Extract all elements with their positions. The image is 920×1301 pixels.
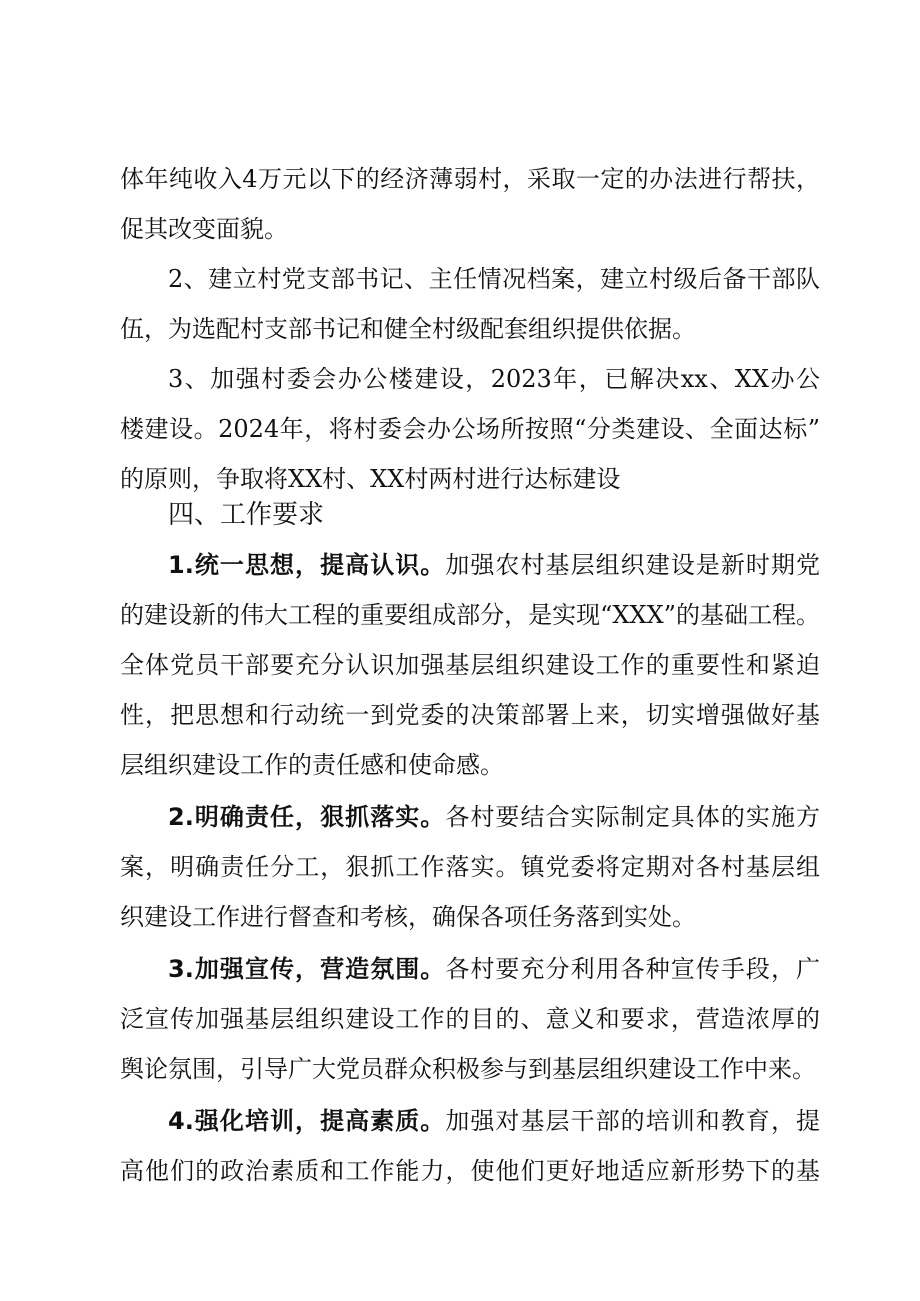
requirement-title: 2.明确责任，狠抓落实。 [168, 803, 446, 831]
paragraph-line: 的原则，争取将XX村、XX村两村进行达标建设 [120, 465, 621, 493]
paragraph-line [168, 1104, 820, 1138]
paragraph-line: 织建设工作进行督查和考核，确保各项任务落到实处。 [120, 903, 696, 931]
paragraph-line: 全体党员干部要充分认识加强基层组织建设工作的重要性和紧迫 [120, 651, 820, 679]
paragraph-line: 性，把思想和行动统一到党委的决策部署上来，切实增强做好基 [120, 701, 820, 729]
paragraph-line: 2、建立村党支部书记、主任情况档案，建立村级后备干部队 [168, 265, 820, 293]
paragraph-line: 伍，为选配村支部书记和健全村级配套组织提供依据。 [120, 315, 696, 343]
paragraph-text: 各村要充分利用各种宣传手段，广 [445, 955, 820, 983]
requirement-title: 3.加强宣传，营造氛围。 [168, 955, 446, 983]
paragraph-line: 促其改变面貌。 [120, 215, 288, 243]
requirement-title: 4.强化培训，提高素质。 [168, 1107, 446, 1135]
section-heading: 四、工作要求 [168, 500, 325, 530]
paragraph-line [168, 548, 820, 582]
paragraph-text: 各村要结合实际制定具体的实施方 [445, 803, 820, 831]
paragraph-line: 体年纯收入4万元以下的经济薄弱村，采取一定的办法进行帮扶， [120, 165, 820, 193]
paragraph-line [168, 952, 820, 986]
requirement-title: 1.统一思想，提高认识。 [168, 551, 446, 579]
paragraph-line: 高他们的政治素质和工作能力，使他们更好地适应新形势下的基 [120, 1157, 820, 1185]
paragraph-line: 3、加强村委会办公楼建设，2023年，已解决xx、XX办公 [168, 365, 820, 393]
paragraph-line: 的建设新的伟大工程的重要组成部分，是实现“XXX”的基础工程。 [120, 601, 820, 629]
paragraph-line: 案，明确责任分工，狠抓工作落实。镇党委将定期对各村基层组 [120, 853, 820, 881]
paragraph-line: 层组织建设工作的责任感和使命感。 [120, 751, 504, 779]
paragraph-text: 加强对基层干部的培训和教育，提 [445, 1107, 820, 1135]
paragraph-line [168, 800, 820, 834]
paragraph-line: 楼建设。2024年，将村委会办公场所按照“分类建设、全面达标” [120, 415, 820, 443]
paragraph-line: 泛宣传加强基层组织建设工作的目的、意义和要求，营造浓厚的 [120, 1005, 820, 1033]
paragraph-line: 舆论氛围，引导广大党员群众积极参与到基层组织建设工作中来。 [120, 1055, 816, 1083]
paragraph-text: 加强农村基层组织建设是新时期党 [445, 551, 820, 579]
